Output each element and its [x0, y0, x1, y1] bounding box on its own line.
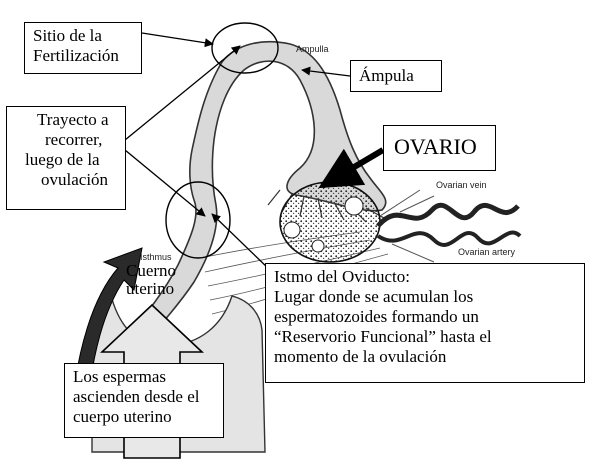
istmo-line-4: “Reservorio Funcional” hasta el [274, 327, 492, 347]
trayecto-line-1: Trayecto a [37, 110, 109, 129]
espermas-line-1: Los espermas [73, 367, 167, 386]
istmo-line-5: momento de la ovulación [274, 347, 447, 367]
cuerno-uterino-label [126, 262, 176, 298]
istmo-line-2: Lugar donde se acumulan los [274, 287, 474, 307]
istmo-label-box [265, 263, 585, 383]
isthmus-tag: Isthmus [140, 252, 172, 262]
ampula-label-box [350, 60, 442, 92]
trayecto-line-3: luego de la [25, 150, 100, 170]
ampula-label: Ámpula [359, 66, 414, 85]
uterino-label: uterino [126, 278, 175, 298]
istmo-line-1: Istmo del Oviducto: [274, 267, 410, 286]
fertilization-line-2: Fertilización [33, 46, 119, 66]
espermas-line-3: cuerpo uterino [73, 407, 172, 427]
trayecto-label-box [6, 106, 126, 210]
ovarian-vessels [378, 205, 518, 226]
ovarian-artery-tag: Ovarian artery [458, 247, 516, 257]
ampulla-tag: Ampulla [296, 44, 329, 54]
leader-istmo [212, 214, 270, 270]
fertilization-line-1: Sitio de la [33, 26, 102, 45]
fertilization-label-box [24, 22, 142, 74]
ovario-label: OVARIO [394, 134, 477, 159]
trayecto-line-4: ovulación [41, 170, 109, 190]
trayecto-line-2: recorrer, [45, 130, 103, 150]
espermas-line-2: ascienden desde el [73, 387, 200, 407]
cuerno-label: Cuerno [126, 261, 177, 280]
espermas-label-box [64, 363, 224, 438]
ovary [280, 182, 380, 262]
leader-fertilization [142, 33, 213, 44]
ovario-label-box [383, 125, 496, 171]
ovarian-vein-tag: Ovarian vein [436, 180, 487, 190]
istmo-line-3: espermatozoides formando un [274, 307, 479, 327]
